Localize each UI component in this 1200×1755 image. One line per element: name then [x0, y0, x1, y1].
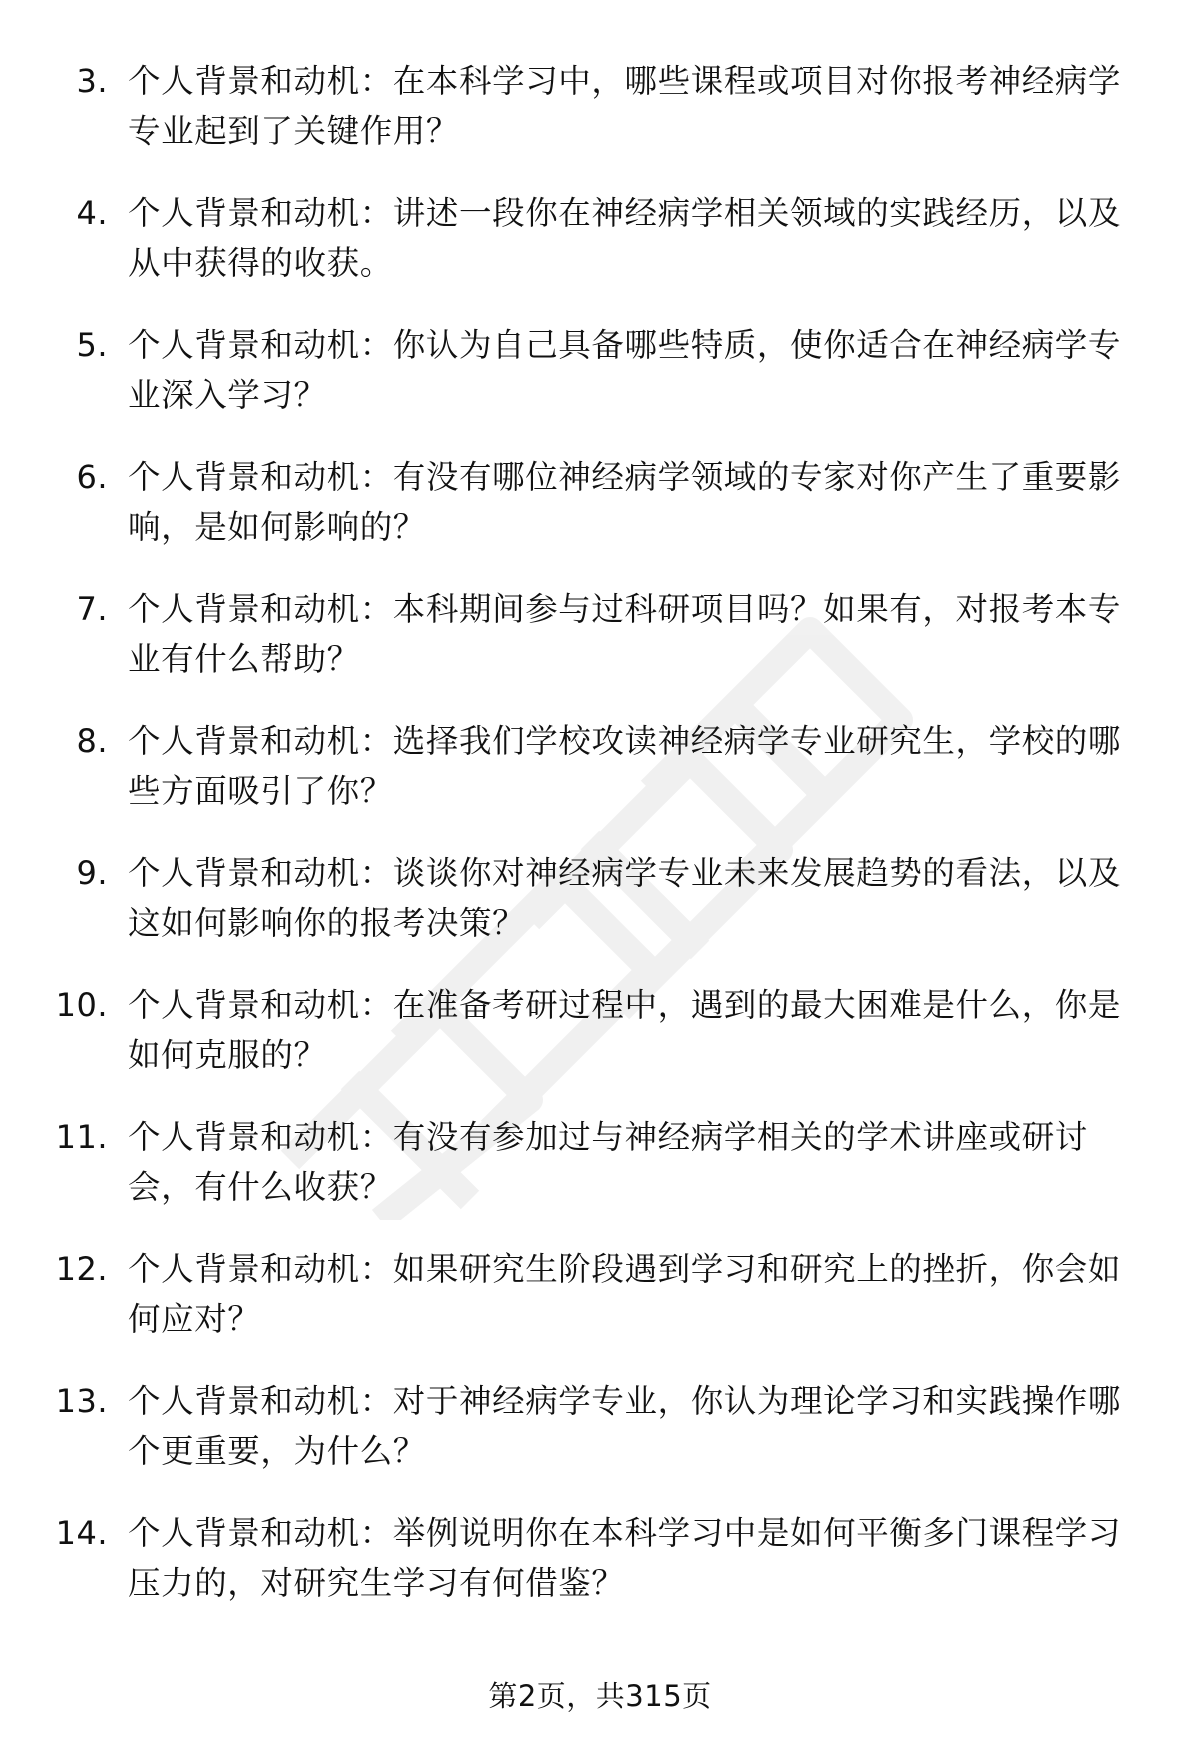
question-text: 个人背景和动机：本科期间参与过科研项目吗？如果有，对报考本专业有什么帮助？	[128, 590, 1122, 678]
page-number-label: 第2页，共315页	[488, 1679, 712, 1713]
question-number: 4.	[76, 194, 108, 232]
question-text: 个人背景和动机：在本科学习中，哪些课程或项目对你报考神经病学专业起到了关键作用？	[128, 62, 1122, 150]
list-item	[0, 1244, 1200, 1376]
list-item	[0, 320, 1200, 452]
list-item	[0, 56, 1200, 188]
list-item	[0, 1376, 1200, 1508]
question-number: 9.	[76, 854, 108, 892]
list-item	[0, 188, 1200, 320]
question-number: 10.	[55, 986, 108, 1024]
question-number: 7.	[76, 590, 108, 628]
list-item	[0, 1112, 1200, 1244]
question-number: 5.	[76, 326, 108, 364]
question-text: 个人背景和动机：有没有哪位神经病学领域的专家对你产生了重要影响，是如何影响的？	[128, 458, 1122, 546]
question-number: 3.	[76, 62, 108, 100]
question-number: 14.	[55, 1514, 108, 1552]
question-text: 个人背景和动机：举例说明你在本科学习中是如何平衡多门课程学习压力的，对研究生学习有何借鉴？	[128, 1514, 1122, 1602]
question-number: 6.	[76, 458, 108, 496]
list-item	[0, 584, 1200, 716]
question-text: 个人背景和动机：讲述一段你在神经病学相关领域的实践经历，以及从中获得的收获。	[128, 194, 1122, 282]
question-text: 个人背景和动机：选择我们学校攻读神经病学专业研究生，学校的哪些方面吸引了你？	[128, 722, 1122, 810]
question-number: 8.	[76, 722, 108, 760]
question-number: 12.	[55, 1250, 108, 1288]
list-item	[0, 452, 1200, 584]
page-footer	[0, 1676, 1200, 1716]
question-text: 个人背景和动机：你认为自己具备哪些特质，使你适合在神经病学专业深入学习？	[128, 326, 1122, 414]
question-text: 个人背景和动机：有没有参加过与神经病学相关的学术讲座或研讨会，有什么收获？	[128, 1118, 1088, 1206]
list-item	[0, 1508, 1200, 1640]
question-text: 个人背景和动机：对于神经病学专业，你认为理论学习和实践操作哪个更重要，为什么？	[128, 1382, 1122, 1470]
list-item	[0, 980, 1200, 1112]
question-text: 个人背景和动机：在准备考研过程中，遇到的最大困难是什么，你是如何克服的？	[128, 986, 1122, 1074]
question-number: 13.	[55, 1382, 108, 1420]
list-item	[0, 716, 1200, 848]
list-item	[0, 848, 1200, 980]
question-text: 个人背景和动机：谈谈你对神经病学专业未来发展趋势的看法，以及这如何影响你的报考决策？	[128, 854, 1122, 942]
question-text: 个人背景和动机：如果研究生阶段遇到学习和研究上的挫折，你会如何应对？	[128, 1250, 1122, 1338]
question-number: 11.	[55, 1118, 108, 1156]
question-list	[0, 56, 1200, 1640]
